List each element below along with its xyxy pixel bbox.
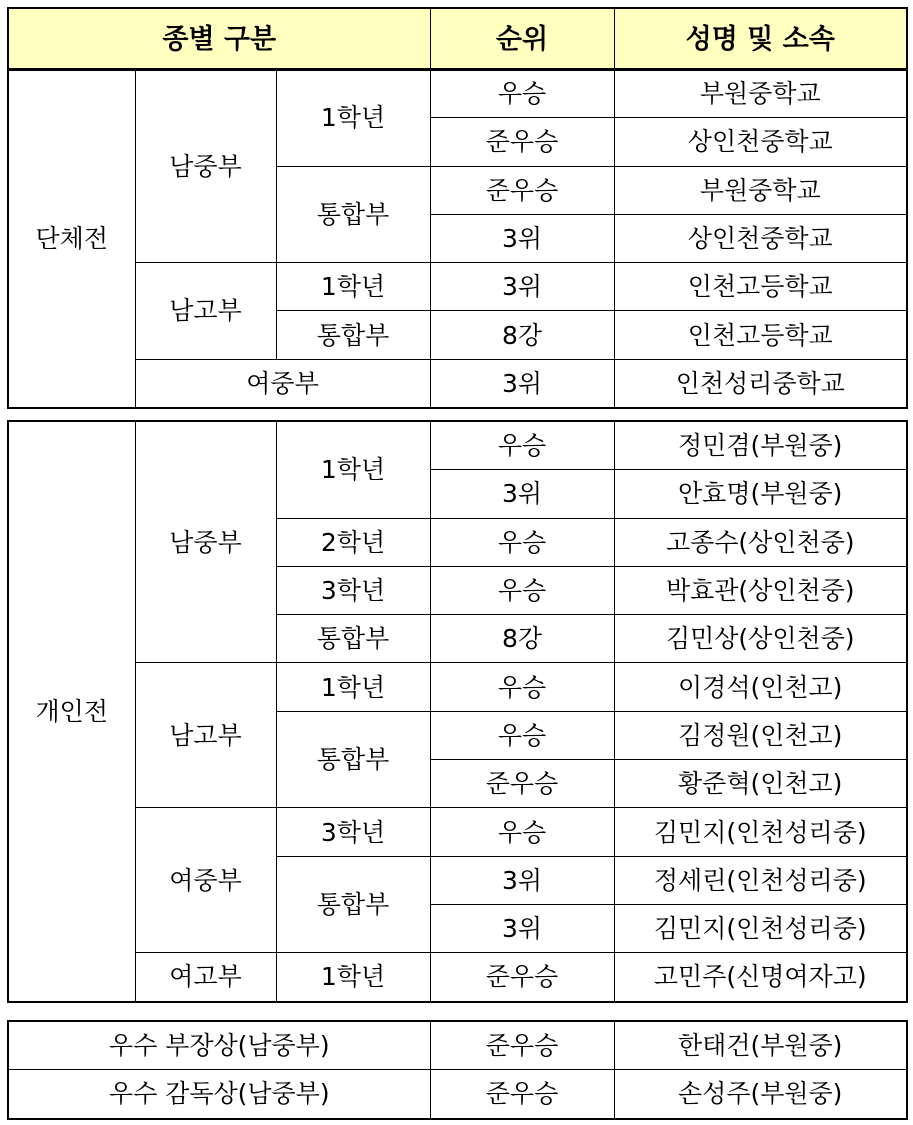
name-cell: 정세린(인천성리중) <box>614 856 907 904</box>
header-name: 성명 및 소속 <box>614 8 907 70</box>
rank-cell: 준우승 <box>430 166 614 214</box>
name-cell: 김정원(인천고) <box>614 711 907 759</box>
rank-cell: 3위 <box>430 263 614 311</box>
table-row <box>8 1070 907 1119</box>
grade-cell: 통합부 <box>276 166 430 263</box>
table-row <box>8 69 907 118</box>
name-cell: 김민지(인천성리중) <box>614 808 907 856</box>
name-cell: 김민상(상인천중) <box>614 615 907 663</box>
rank-cell: 준우승 <box>430 953 614 1002</box>
rank-cell: 준우승 <box>430 1021 614 1070</box>
rank-cell: 3위 <box>430 470 614 518</box>
individual-results-table <box>7 420 908 1003</box>
name-cell: 한태건(부원중) <box>614 1021 907 1070</box>
grade-cell: 1학년 <box>276 69 430 166</box>
grade-cell: 1학년 <box>276 421 430 518</box>
name-cell: 고민주(신명여자고) <box>614 953 907 1002</box>
team-results-table <box>7 68 908 409</box>
grade-cell: 통합부 <box>276 711 430 808</box>
name-cell: 부원중학교 <box>614 166 907 214</box>
division-cell: 남중부 <box>135 69 276 263</box>
grade-cell: 통합부 <box>276 311 430 359</box>
rank-cell: 3위 <box>430 359 614 408</box>
table-row <box>8 808 907 856</box>
awards-table <box>7 1020 908 1120</box>
grade-cell: 1학년 <box>276 263 430 311</box>
grade-cell: 통합부 <box>276 856 430 953</box>
division-cell: 남고부 <box>135 263 276 360</box>
division-cell: 남중부 <box>135 421 276 663</box>
name-cell: 상인천중학교 <box>614 118 907 166</box>
rank-cell: 준우승 <box>430 760 614 808</box>
rank-cell: 우승 <box>430 69 614 118</box>
name-cell: 김민지(인천성리중) <box>614 904 907 952</box>
rank-cell: 우승 <box>430 518 614 566</box>
rank-cell: 8강 <box>430 311 614 359</box>
rank-cell: 우승 <box>430 421 614 470</box>
table-row <box>8 1021 907 1070</box>
grade-cell: 3학년 <box>276 566 430 614</box>
table-row <box>8 421 907 470</box>
table-row <box>8 953 907 1002</box>
award-title-cell: 우수 부장상(남중부) <box>8 1021 430 1070</box>
grade-cell: 3학년 <box>276 808 430 856</box>
name-cell: 고종수(상인천중) <box>614 518 907 566</box>
award-title-cell: 우수 감독상(남중부) <box>8 1070 430 1119</box>
header-rank: 순위 <box>430 8 614 70</box>
team-section-label: 단체전 <box>8 69 135 408</box>
results-header-table <box>7 7 908 71</box>
name-cell: 이경석(인천고) <box>614 663 907 711</box>
name-cell: 박효관(상인천중) <box>614 566 907 614</box>
division-cell: 여중부 <box>135 808 276 953</box>
header-category: 종별 구분 <box>8 8 430 70</box>
name-cell: 인천고등학교 <box>614 263 907 311</box>
rank-cell: 준우승 <box>430 1070 614 1119</box>
grade-cell: 2학년 <box>276 518 430 566</box>
rank-cell: 8강 <box>430 615 614 663</box>
rank-cell: 3위 <box>430 904 614 952</box>
table-row <box>8 359 907 408</box>
name-cell: 상인천중학교 <box>614 214 907 262</box>
rank-cell: 우승 <box>430 663 614 711</box>
rank-cell: 우승 <box>430 566 614 614</box>
division-cell: 여중부 <box>135 359 430 408</box>
division-cell: 남고부 <box>135 663 276 808</box>
rank-cell: 3위 <box>430 856 614 904</box>
name-cell: 손성주(부원중) <box>614 1070 907 1119</box>
table-row <box>8 263 907 311</box>
name-cell: 정민겸(부원중) <box>614 421 907 470</box>
table-row <box>8 663 907 711</box>
grade-cell: 1학년 <box>276 953 430 1002</box>
rank-cell: 우승 <box>430 808 614 856</box>
rank-cell: 우승 <box>430 711 614 759</box>
name-cell: 부원중학교 <box>614 69 907 118</box>
rank-cell: 3위 <box>430 214 614 262</box>
name-cell: 인천성리중학교 <box>614 359 907 408</box>
division-cell: 여고부 <box>135 953 276 1002</box>
individual-section-label: 개인전 <box>8 421 135 1002</box>
grade-cell: 통합부 <box>276 615 430 663</box>
name-cell: 인천고등학교 <box>614 311 907 359</box>
name-cell: 황준혁(인천고) <box>614 760 907 808</box>
rank-cell: 준우승 <box>430 118 614 166</box>
name-cell: 안효명(부원중) <box>614 470 907 518</box>
header-row <box>8 8 907 70</box>
grade-cell: 1학년 <box>276 663 430 711</box>
